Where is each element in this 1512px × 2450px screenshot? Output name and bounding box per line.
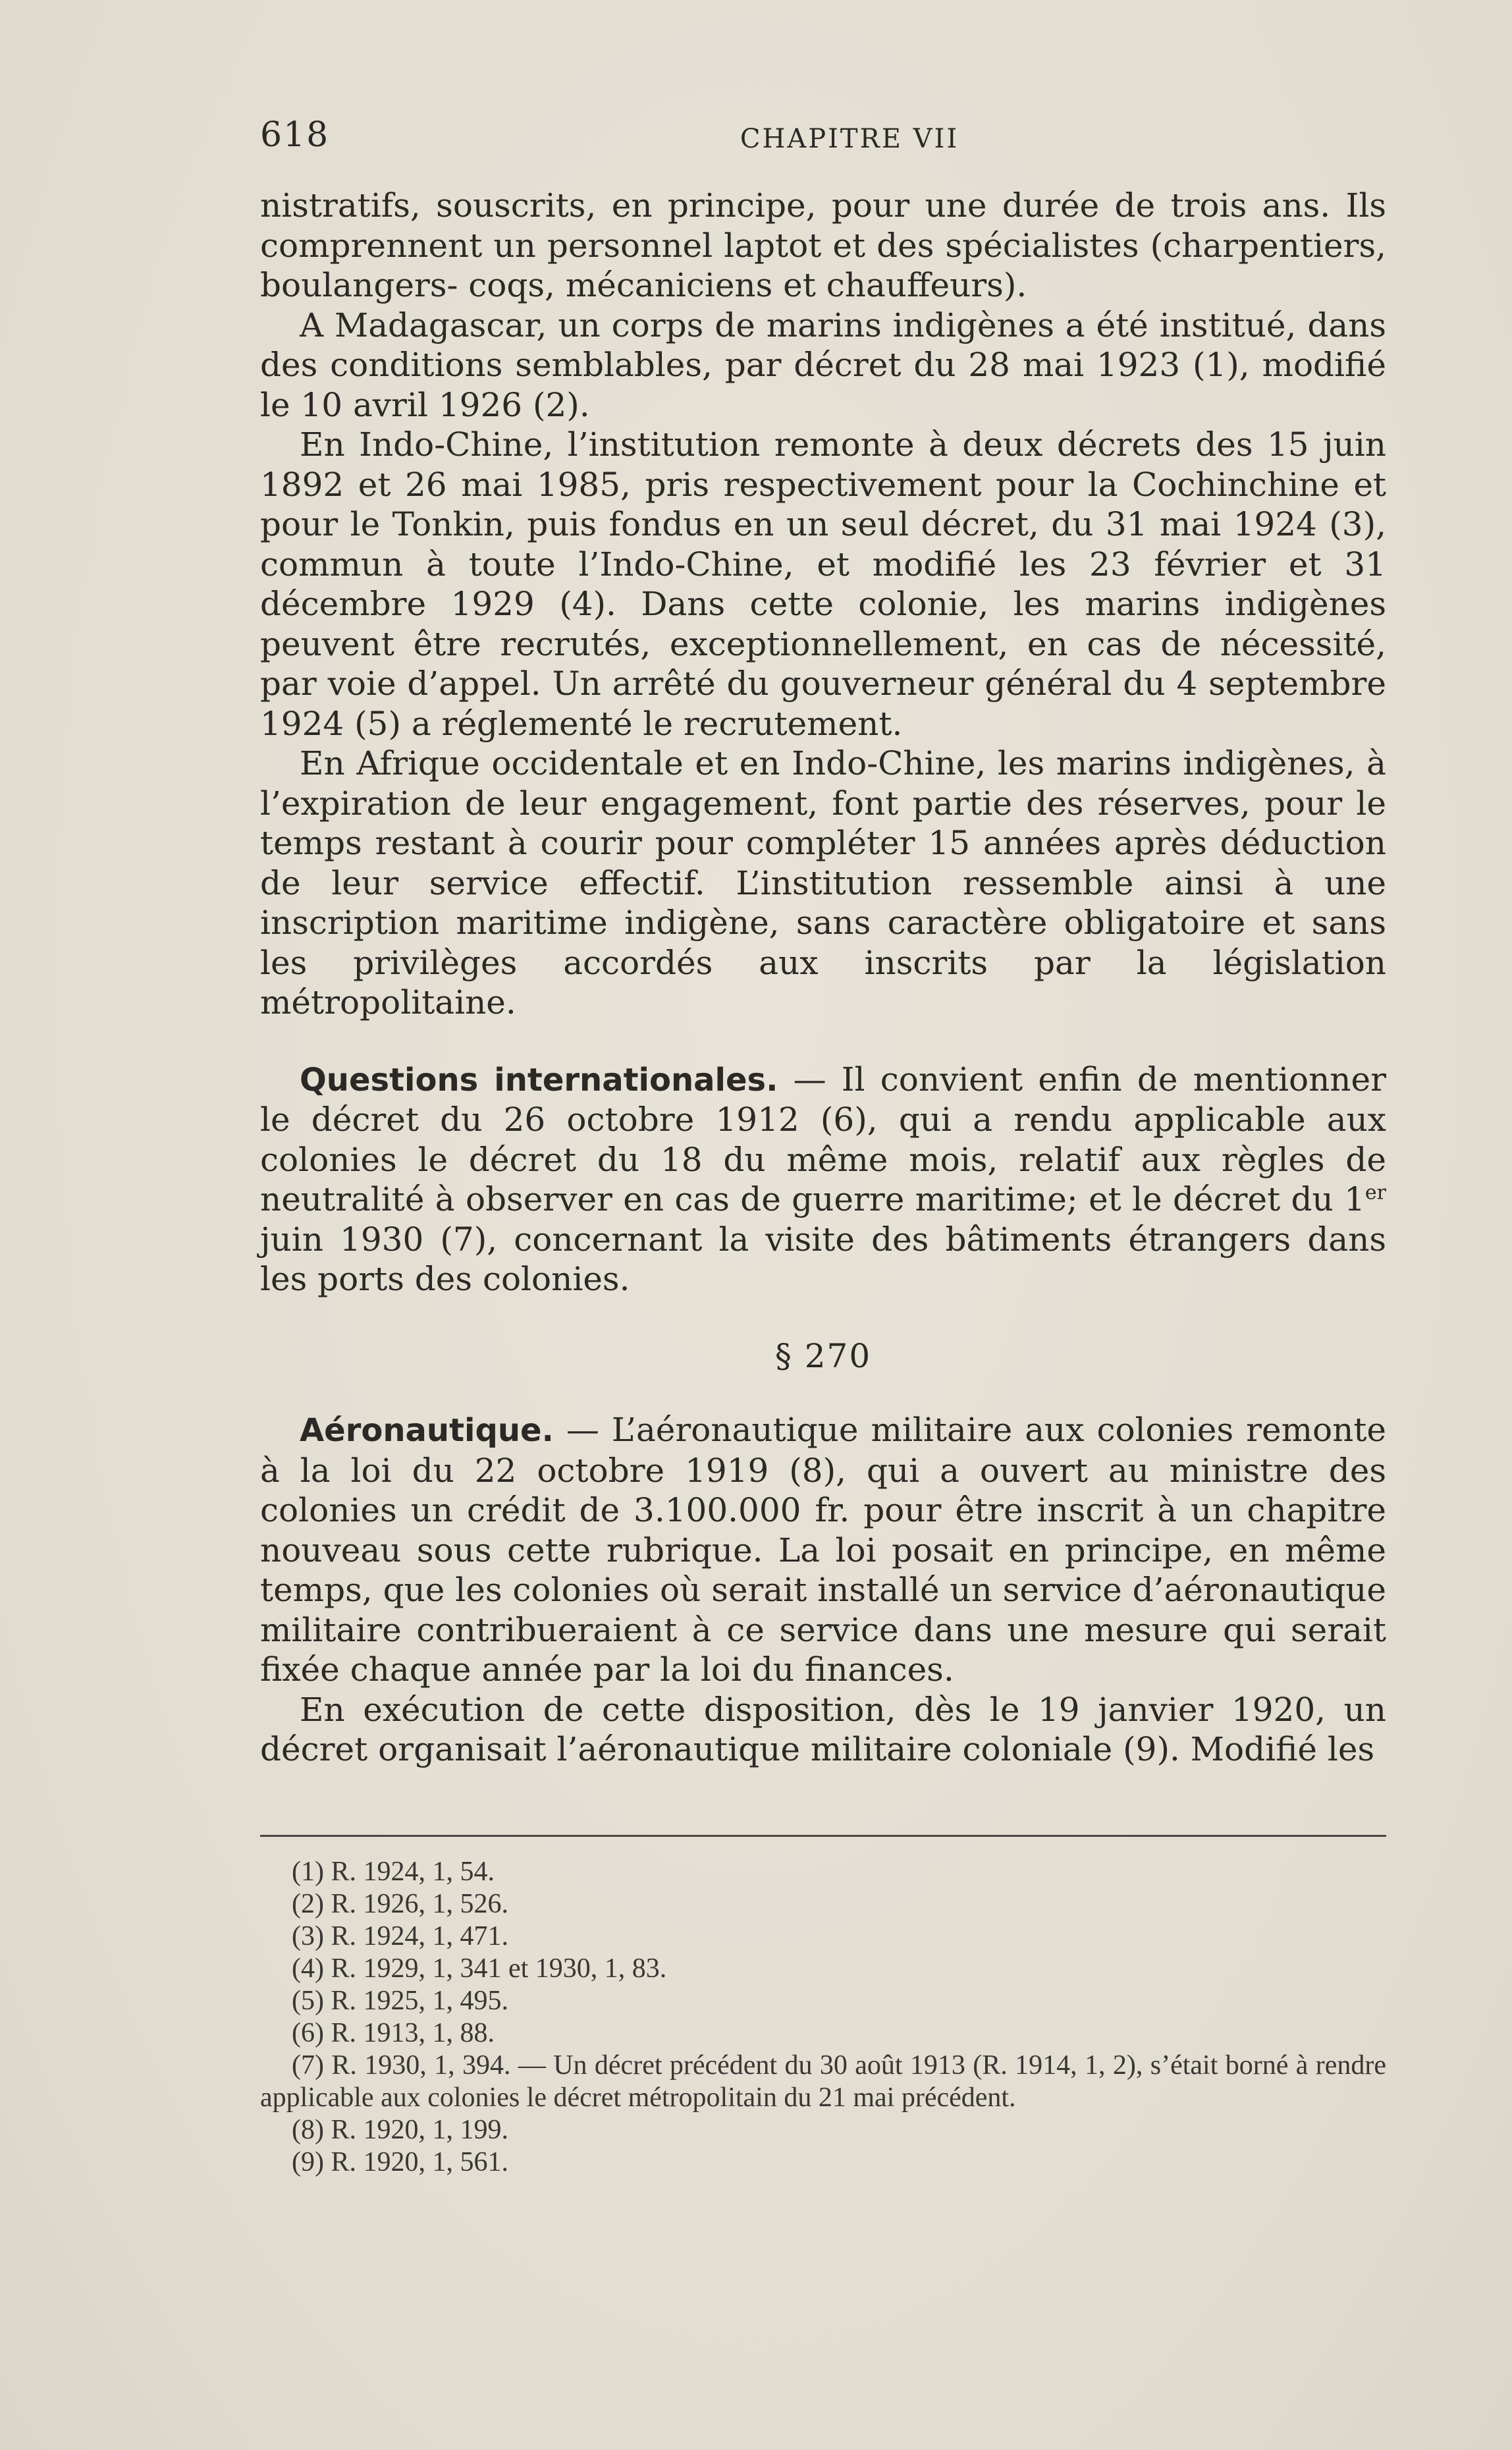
- body-text: [260, 186, 1386, 1770]
- footnote: (1) R. 1924, 1, 54.: [292, 1857, 495, 1887]
- paragraph: nistratifs, souscrits, en principe, pour une durée de trois ans. Ils comprennent un personnel laptot et des spécialistes (charpentiers, boulangers- coqs, mécaniciens et chauffeurs).: [260, 186, 1386, 304]
- footnote: (6) R. 1913, 1, 88.: [292, 2018, 495, 2048]
- running-head: CHAPITRE VII: [740, 124, 959, 154]
- footnote: (4) R. 1929, 1, 341 et 1930, 1, 83.: [292, 1953, 667, 1984]
- paragraph: A Madagascar, un corps de marins indigènes a été institué, dans des conditions semblables, par décret du 28 mai 1923 (1), modifié le 10 avril 1926 (2).: [260, 306, 1386, 424]
- paragraph: En Indo-Chine, l’institution remonte à deux décrets des 15 juin 1892 et 26 mai 1985, pris respectivement pour la Cochinchine et pour le Tonkin, puis fondus en un seul décret, du 31 mai 1924 (3), commun à toute l’Indo-Chine, et modifié les 23 février et 31 décembre 1929 (4). Dans cette colonie, les marins indigènes peuvent être recrutés, exceptionnellement, en cas de nécessité, par voie d’appel. Un arrêté du gouverneur général du 4 septembre 1924 (5) a réglementé le recrutement.: [260, 425, 1386, 743]
- run-in-heading: Questions internationales.: [300, 1061, 778, 1099]
- footnote: (9) R. 1920, 1, 561.: [292, 2147, 508, 2177]
- page-header: [260, 112, 1386, 158]
- footnote: (8) R. 1920, 1, 199.: [292, 2115, 508, 2145]
- page-number: 618: [260, 115, 330, 155]
- footnote: (5) R. 1925, 1, 495.: [292, 1986, 508, 2016]
- run-in-heading: Aéronautique.: [300, 1412, 554, 1449]
- paragraph: En Afrique occidentale et en Indo-Chine, les marins indigènes, à l’expiration de leur engagement, font partie des réserves, pour le temps restant à courir pour compléter 15 années après déduction de leur service effectif. L’institution ressemble ainsi à une inscription maritime indigène, sans caractère obligatoire et sans les privilèges accordés aux inscrits par la législation métropolitaine.: [260, 744, 1386, 1021]
- footnote: (3) R. 1924, 1, 471.: [292, 1921, 508, 1951]
- footnote: (7) R. 1930, 1, 394. — Un décret précédent du 30 août 1913 (R. 1914, 1, 2), s’était borné à rendre applicable aux colonies le décret métropolitain du 21 mai précédent.: [260, 2050, 1386, 2113]
- footnotes: [260, 1856, 1386, 2179]
- paragraph-text: — Il convient enfin de mentionner le décret du 26 octobre 1912 (6), qui a rendu applicable aux colonies le décret du 18 du même mois, relatif aux règles de neutralité à observer en cas de guerre maritime; et le décret du 1: [260, 1060, 1386, 1218]
- paragraph-aeronautique: [260, 1410, 1386, 1690]
- paragraph: En exécution de cette disposition, dès le 19 janvier 1920, un décret organisait l’aéronautique militaire coloniale (9). Modifié les: [260, 1690, 1386, 1768]
- footnote: (2) R. 1926, 1, 526.: [292, 1889, 508, 1919]
- paragraph-text: — L’aéronautique militaire aux colonies remonte à la loi du 22 octobre 1919 (8), qui a ouvert au ministre des colonies un crédit de 3.100.000 fr. pour être inscrit à un chapitre nouveau sous cette rubrique. La loi posait en principe, en même temps, que les colonies où serait installé un service d’aéronautique militaire contribueraient à ce service dans une mesure qui serait fixée chaque année par la loi du finances.: [260, 1411, 1386, 1689]
- superscript: er: [1364, 1181, 1386, 1205]
- footnote-rule: [260, 1835, 1386, 1837]
- section-number: § 270: [774, 1336, 872, 1375]
- paragraph-questions-internationales: [260, 1060, 1386, 1299]
- paragraph-text: juin 1930 (7), concernant la visite des bâtiments étrangers dans les ports des colonies.: [260, 1220, 1386, 1298]
